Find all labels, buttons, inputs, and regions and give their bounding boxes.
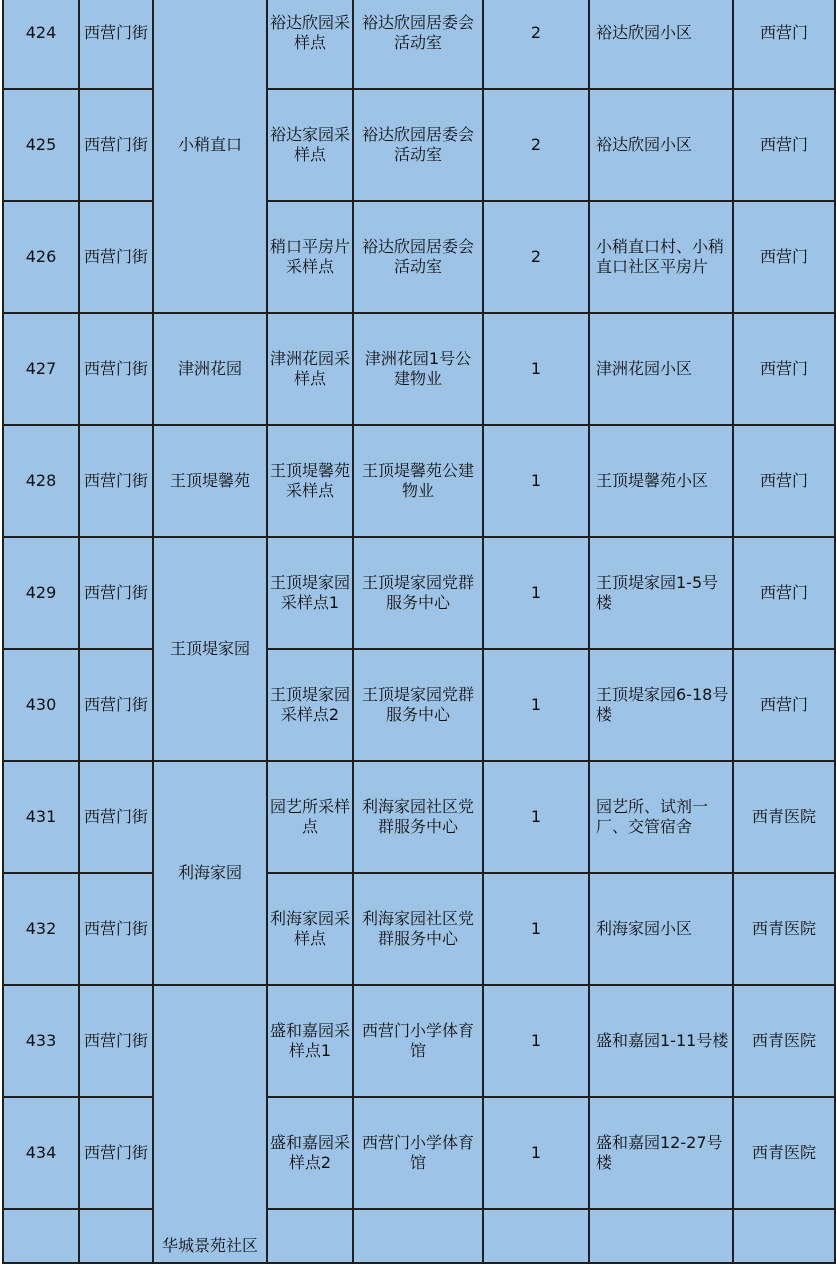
station-cell bbox=[733, 1209, 835, 1263]
site-cell: 园艺所采样点 bbox=[267, 761, 353, 873]
community-cell: 利海家园 bbox=[153, 761, 267, 985]
site-cell: 盛和嘉园采样点1 bbox=[267, 985, 353, 1097]
row-number: 424 bbox=[3, 0, 79, 89]
count-cell bbox=[483, 1209, 589, 1263]
area-cell: 盛和嘉园12-27号楼 bbox=[589, 1097, 733, 1209]
table-row bbox=[3, 425, 835, 537]
location-cell: 裕达欣园居委会活动室 bbox=[353, 89, 483, 201]
station-cell: 西营门 bbox=[733, 649, 835, 761]
street-cell: 西营门街 bbox=[79, 985, 153, 1097]
count-cell: 2 bbox=[483, 201, 589, 313]
count-cell: 1 bbox=[483, 649, 589, 761]
station-cell: 西青医院 bbox=[733, 1097, 835, 1209]
table-row bbox=[3, 89, 835, 201]
table-row bbox=[3, 1097, 835, 1209]
table-row bbox=[3, 0, 835, 89]
station-cell: 西营门 bbox=[733, 0, 835, 89]
area-cell: 津洲花园小区 bbox=[589, 313, 733, 425]
site-cell: 盛和嘉园采样点2 bbox=[267, 1097, 353, 1209]
area-cell: 园艺所、试剂一厂、交管宿舍 bbox=[589, 761, 733, 873]
location-cell bbox=[353, 1209, 483, 1263]
street-cell bbox=[79, 1209, 153, 1263]
table-row bbox=[3, 761, 835, 873]
row-number: 434 bbox=[3, 1097, 79, 1209]
station-cell: 西营门 bbox=[733, 313, 835, 425]
table-row bbox=[3, 1209, 835, 1263]
row-number: 425 bbox=[3, 89, 79, 201]
community-cell: 王顶堤家园 bbox=[153, 537, 267, 761]
site-cell: 王顶堤馨苑采样点 bbox=[267, 425, 353, 537]
sampling-site-table bbox=[2, 0, 836, 1264]
table-row bbox=[3, 649, 835, 761]
count-cell: 2 bbox=[483, 89, 589, 201]
row-number: 432 bbox=[3, 873, 79, 985]
street-cell: 西营门街 bbox=[79, 873, 153, 985]
site-cell: 裕达家园采样点 bbox=[267, 89, 353, 201]
area-cell: 裕达欣园小区 bbox=[589, 0, 733, 89]
site-cell: 利海家园采样点 bbox=[267, 873, 353, 985]
table-row bbox=[3, 201, 835, 313]
site-cell: 王顶堤家园采样点2 bbox=[267, 649, 353, 761]
area-cell: 小稍直口村、小稍直口社区平房片 bbox=[589, 201, 733, 313]
area-cell: 利海家园小区 bbox=[589, 873, 733, 985]
row-number: 426 bbox=[3, 201, 79, 313]
site-cell: 王顶堤家园采样点1 bbox=[267, 537, 353, 649]
table-row bbox=[3, 537, 835, 649]
site-cell bbox=[267, 1209, 353, 1263]
location-cell: 王顶堤家园党群服务中心 bbox=[353, 649, 483, 761]
count-cell: 1 bbox=[483, 761, 589, 873]
station-cell: 西营门 bbox=[733, 201, 835, 313]
street-cell: 西营门街 bbox=[79, 649, 153, 761]
station-cell: 西营门 bbox=[733, 89, 835, 201]
location-cell: 裕达欣园居委会活动室 bbox=[353, 0, 483, 89]
row-number: 431 bbox=[3, 761, 79, 873]
street-cell: 西营门街 bbox=[79, 425, 153, 537]
location-cell: 王顶堤馨苑公建物业 bbox=[353, 425, 483, 537]
street-cell: 西营门街 bbox=[79, 89, 153, 201]
street-cell: 西营门街 bbox=[79, 313, 153, 425]
street-cell: 西营门街 bbox=[79, 761, 153, 873]
location-cell: 利海家园社区党群服务中心 bbox=[353, 761, 483, 873]
area-cell: 盛和嘉园1-11号楼 bbox=[589, 985, 733, 1097]
location-cell: 西营门小学体育馆 bbox=[353, 985, 483, 1097]
station-cell: 西青医院 bbox=[733, 873, 835, 985]
table-row bbox=[3, 985, 835, 1097]
station-cell: 西青医院 bbox=[733, 761, 835, 873]
area-cell: 王顶堤馨苑小区 bbox=[589, 425, 733, 537]
table-row bbox=[3, 873, 835, 985]
area-cell: 裕达欣园小区 bbox=[589, 89, 733, 201]
street-cell: 西营门街 bbox=[79, 1097, 153, 1209]
row-number: 427 bbox=[3, 313, 79, 425]
community-cell: 王顶堤馨苑 bbox=[153, 425, 267, 537]
community-cell: 津洲花园 bbox=[153, 313, 267, 425]
area-cell: 王顶堤家园1-5号楼 bbox=[589, 537, 733, 649]
station-cell: 西营门 bbox=[733, 425, 835, 537]
count-cell: 1 bbox=[483, 985, 589, 1097]
count-cell: 2 bbox=[483, 0, 589, 89]
location-cell: 利海家园社区党群服务中心 bbox=[353, 873, 483, 985]
location-cell: 裕达欣园居委会活动室 bbox=[353, 201, 483, 313]
community-cell: 小稍直口 bbox=[153, 0, 267, 313]
count-cell: 1 bbox=[483, 425, 589, 537]
area-cell: 王顶堤家园6-18号楼 bbox=[589, 649, 733, 761]
site-cell: 裕达欣园采样点 bbox=[267, 0, 353, 89]
station-cell: 西营门 bbox=[733, 537, 835, 649]
site-cell: 稍口平房片采样点 bbox=[267, 201, 353, 313]
count-cell: 1 bbox=[483, 873, 589, 985]
count-cell: 1 bbox=[483, 537, 589, 649]
location-cell: 津洲花园1号公建物业 bbox=[353, 313, 483, 425]
site-cell: 津洲花园采样点 bbox=[267, 313, 353, 425]
street-cell: 西营门街 bbox=[79, 201, 153, 313]
row-number: 433 bbox=[3, 985, 79, 1097]
location-cell: 西营门小学体育馆 bbox=[353, 1097, 483, 1209]
station-cell: 西青医院 bbox=[733, 985, 835, 1097]
count-cell: 1 bbox=[483, 313, 589, 425]
location-cell: 王顶堤家园党群服务中心 bbox=[353, 537, 483, 649]
table-row bbox=[3, 313, 835, 425]
area-cell bbox=[589, 1209, 733, 1263]
row-number bbox=[3, 1209, 79, 1263]
row-number: 430 bbox=[3, 649, 79, 761]
community-cell: 华城景苑社区 bbox=[153, 985, 267, 1263]
row-number: 429 bbox=[3, 537, 79, 649]
street-cell: 西营门街 bbox=[79, 0, 153, 89]
street-cell: 西营门街 bbox=[79, 537, 153, 649]
row-number: 428 bbox=[3, 425, 79, 537]
count-cell: 1 bbox=[483, 1097, 589, 1209]
